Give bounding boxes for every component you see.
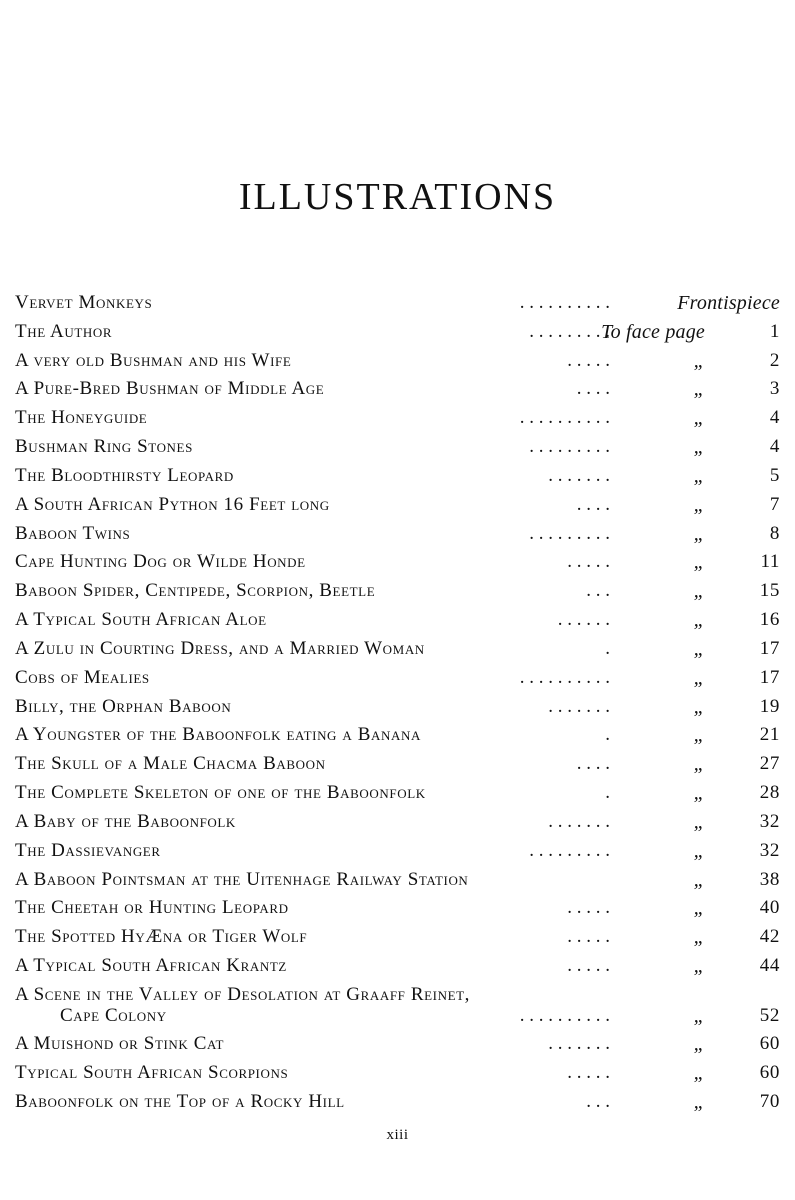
dot-leader: . . . xyxy=(586,1090,610,1112)
dot-leader: . . . . . . . . . . xyxy=(519,292,610,313)
illustration-title: A Pure-Bred Bushman of Middle Age xyxy=(15,378,325,400)
list-item xyxy=(15,779,780,808)
list-item xyxy=(15,894,780,923)
dot-leader: . . . . . xyxy=(567,926,610,948)
list-item xyxy=(15,347,780,376)
dot-leader: . . . xyxy=(586,580,610,602)
page-ref: 38 xyxy=(759,868,780,890)
illustration-title: A Youngster of the Baboonfolk eating a Banana xyxy=(15,724,421,746)
dot-leader: . . . . . . . xyxy=(548,810,610,832)
illustration-title: Billy, the Orphan Baboon xyxy=(15,695,232,717)
page-ref: 17 xyxy=(759,666,780,688)
page-number: xiii xyxy=(386,1127,409,1143)
page-ref: 28 xyxy=(759,782,780,804)
list-item xyxy=(15,606,780,635)
illustration-title: The Dassievanger xyxy=(15,839,161,861)
facing-reference: „ xyxy=(693,666,705,689)
illustration-title: A Typical South African Krantz xyxy=(15,955,287,977)
facing-reference: „ xyxy=(693,810,705,833)
page-ref: 32 xyxy=(759,810,780,832)
illustration-title: The Spotted HyÆna or Tiger Wolf xyxy=(15,926,308,948)
facing-reference: „ xyxy=(693,551,705,574)
list-item xyxy=(15,318,780,347)
dot-leader: . xyxy=(605,782,610,804)
facing-reference: „ xyxy=(693,580,705,603)
facing-reference: „ xyxy=(693,1090,705,1113)
page-ref: 40 xyxy=(759,897,780,919)
facing-reference: To face page xyxy=(601,320,705,343)
page-ref: 19 xyxy=(759,695,780,717)
illustration-title-continued: Cape Colony xyxy=(60,1004,167,1026)
list-item xyxy=(15,520,780,549)
illustration-title: A very old Bushman and his Wife xyxy=(15,349,292,371)
page-ref: 52 xyxy=(759,1004,780,1026)
illustration-title: A Scene in the Valley of Desolation at Graaff Reinet, xyxy=(15,983,471,1005)
facing-reference: „ xyxy=(693,926,705,949)
page-ref: 2 xyxy=(769,349,780,371)
page-ref: 1 xyxy=(769,320,780,342)
page-ref: 70 xyxy=(759,1090,780,1112)
facing-reference: „ xyxy=(693,839,705,862)
dot-leader: . . . . . . . xyxy=(548,695,610,717)
page-ref: 60 xyxy=(759,1061,780,1083)
facing-reference: „ xyxy=(693,753,705,776)
illustrations-list xyxy=(15,289,780,1116)
illustration-title: Baboonfolk on the Top of a Rocky Hill xyxy=(15,1090,345,1112)
list-item xyxy=(15,1030,780,1059)
page-title: ILLUSTRATIONS xyxy=(238,176,557,218)
illustration-title: A Baboon Pointsman at the Uitenhage Railway Station xyxy=(15,868,469,890)
list-item xyxy=(15,721,780,750)
facing-reference: „ xyxy=(693,407,705,430)
dot-leader: . . . . xyxy=(576,753,610,775)
illustration-title: The Author xyxy=(15,320,113,342)
list-item xyxy=(15,404,780,433)
facing-reference: „ xyxy=(693,782,705,805)
facing-reference: „ xyxy=(693,1032,705,1055)
dot-leader: . . . . . xyxy=(567,897,610,919)
illustration-title: Bushman Ring Stones xyxy=(15,436,193,458)
list-item xyxy=(15,808,780,837)
facing-reference: „ xyxy=(693,349,705,372)
facing-reference: „ xyxy=(693,897,705,920)
page-ref: 44 xyxy=(759,955,780,977)
list-item xyxy=(15,577,780,606)
dot-leader: . . . . . . . . . . xyxy=(519,666,610,688)
illustration-title: A South African Python 16 Feet long xyxy=(15,493,330,515)
facing-reference: Frontispiece xyxy=(677,292,780,314)
dot-leader: . . . . . . . . . . xyxy=(519,1004,610,1026)
illustration-title: The Bloodthirsty Leopard xyxy=(15,464,234,486)
dot-leader: . . . . . . . . . xyxy=(529,522,610,544)
dot-leader: . . . . . . . . . xyxy=(529,320,610,342)
illustration-title: The Honeyguide xyxy=(15,407,148,429)
facing-reference: „ xyxy=(693,1004,705,1027)
facing-reference: „ xyxy=(693,436,705,459)
illustration-title: A Baby of the Baboonfolk xyxy=(15,810,236,832)
page-ref: 17 xyxy=(759,637,780,659)
page-ref: 21 xyxy=(759,724,780,746)
page-ref: 15 xyxy=(759,580,780,602)
illustration-title: Cape Hunting Dog or Wilde Honde xyxy=(15,551,306,573)
list-item xyxy=(15,289,780,318)
list-item xyxy=(15,433,780,462)
dot-leader: . xyxy=(605,637,610,659)
facing-reference: „ xyxy=(693,378,705,401)
dot-leader: . . . . . . . xyxy=(548,464,610,486)
facing-reference: „ xyxy=(693,637,705,660)
facing-reference: „ xyxy=(693,464,705,487)
dot-leader: . . . . . . . . . xyxy=(529,839,610,861)
page-ref: 16 xyxy=(759,609,780,631)
illustration-title: The Complete Skeleton of one of the Baboonfolk xyxy=(15,782,426,804)
illustration-title: Typical South African Scorpions xyxy=(15,1061,289,1083)
dot-leader: . . . . . xyxy=(567,1061,610,1083)
page-ref: 32 xyxy=(759,839,780,861)
illustration-title: Baboon Spider, Centipede, Scorpion, Beetle xyxy=(15,580,376,602)
dot-leader: . . . . xyxy=(576,378,610,400)
page-ref: 7 xyxy=(769,493,780,515)
list-item xyxy=(15,693,780,722)
page-ref: 3 xyxy=(769,378,780,400)
dot-leader: . . . . . xyxy=(567,349,610,371)
list-item xyxy=(15,1088,780,1117)
facing-reference: „ xyxy=(693,522,705,545)
list-item xyxy=(15,750,780,779)
page-ref: 4 xyxy=(769,436,780,458)
dot-leader: . . . . . . . . . . xyxy=(519,407,610,429)
illustration-title: The Cheetah or Hunting Leopard xyxy=(15,897,289,919)
dot-leader: . . . . xyxy=(576,493,610,515)
illustration-title: Vervet Monkeys xyxy=(15,292,153,313)
illustration-title: A Zulu in Courting Dress, and a Married Woman xyxy=(15,637,425,659)
illustration-title: Cobs of Mealies xyxy=(15,666,150,688)
illustration-title: The Skull of a Male Chacma Baboon xyxy=(15,753,326,775)
facing-reference: „ xyxy=(693,695,705,718)
dot-leader: . . . . . xyxy=(567,955,610,977)
list-item xyxy=(15,837,780,866)
list-item xyxy=(15,375,780,404)
page-ref: 4 xyxy=(769,407,780,429)
page-ref: 5 xyxy=(769,464,780,486)
list-item xyxy=(15,1059,780,1088)
list-item xyxy=(15,923,780,952)
list-item xyxy=(15,981,780,1030)
facing-reference: „ xyxy=(693,1061,705,1084)
facing-reference: „ xyxy=(693,955,705,978)
illustration-title: Baboon Twins xyxy=(15,522,131,544)
page-ref: 8 xyxy=(769,522,780,544)
list-item xyxy=(15,635,780,664)
list-item xyxy=(15,866,780,895)
dot-leader: . . . . . . . xyxy=(548,1032,610,1054)
dot-leader: . . . . . xyxy=(567,551,610,573)
dot-leader: . . . . . . . . . xyxy=(529,436,610,458)
list-item xyxy=(15,462,780,491)
dot-leader: . . . . . . xyxy=(557,609,610,631)
list-item xyxy=(15,548,780,577)
facing-reference: „ xyxy=(693,724,705,747)
dot-leader: . xyxy=(605,724,610,746)
page-ref: 27 xyxy=(759,753,780,775)
illustration-title: A Muishond or Stink Cat xyxy=(15,1032,225,1054)
page-ref: 60 xyxy=(759,1032,780,1054)
list-item xyxy=(15,664,780,693)
list-item xyxy=(15,491,780,520)
page-ref: 42 xyxy=(759,926,780,948)
facing-reference: „ xyxy=(693,868,705,891)
facing-reference: „ xyxy=(693,609,705,632)
facing-reference: „ xyxy=(693,493,705,516)
illustration-title: A Typical South African Aloe xyxy=(15,609,267,631)
list-item xyxy=(15,952,780,981)
page-ref: 11 xyxy=(760,551,780,573)
